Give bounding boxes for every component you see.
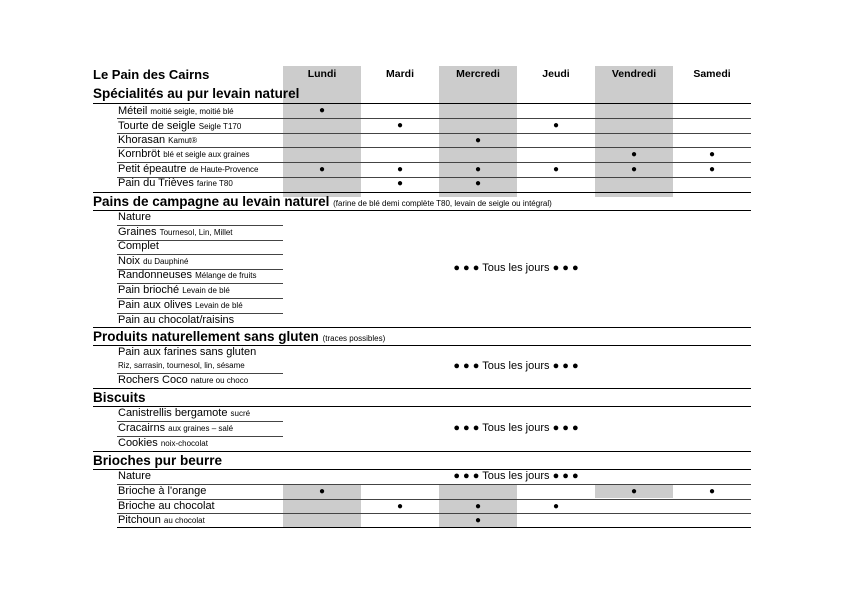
product-canistrellis: Canistrellis bergamote sucré — [118, 407, 251, 419]
product-pain-chocolat-raisins: Pain au chocolat/raisins — [118, 314, 235, 326]
row-line — [117, 162, 751, 163]
product-brioche-chocolat: Brioche au chocolat — [118, 500, 215, 512]
product-cracairns: Cracairns aux graines – salé — [118, 422, 234, 434]
specialites-dot-2-2: ● — [474, 135, 482, 146]
specialites-dot-4-0: ● — [318, 164, 326, 175]
day-vendredi: Vendredi — [611, 68, 657, 80]
brioches-dot-3-2: ● — [474, 515, 482, 526]
product-tourte-seigle: Tourte de seigle Seigle T170 — [118, 120, 242, 132]
brioches-dot-2-3: ● — [552, 501, 560, 512]
product-farines-sans-gluten-detail: Riz, sarrasin, tournesol, lin, sésame — [118, 361, 245, 370]
specialites-dot-4-5: ● — [708, 164, 716, 175]
specialites-dot-3-4: ● — [630, 149, 638, 160]
section-title-sans-gluten: Produits naturellement sans gluten (traces possibles) — [93, 329, 386, 344]
product-petit-epeautre: Petit épeautre de Haute-Provence — [118, 163, 259, 175]
brioches-dot-1-0: ● — [318, 486, 326, 497]
day-samedi: Samedi — [693, 68, 731, 80]
product-rochers-coco: Rochers Coco nature ou choco — [118, 374, 249, 386]
daily-availability-sans-gluten: ● ● ● Tous les jours ● ● ● — [453, 360, 579, 372]
product-pain-olives: Pain aux olives Levain de blé — [118, 299, 243, 311]
product-complet: Complet — [118, 240, 159, 252]
specialites-dot-5-1: ● — [396, 178, 404, 189]
row-line — [117, 147, 751, 148]
daily-availability-brioches: ● ● ● Tous les jours ● ● ● — [453, 470, 579, 482]
divider — [93, 103, 751, 104]
specialites-dot-4-4: ● — [630, 164, 638, 175]
day-lundi: Lundi — [307, 68, 337, 80]
section-title-brioches: Brioches pur beurre — [93, 453, 223, 468]
page-title: Le Pain des Cairns — [93, 67, 210, 82]
product-noix: Noix du Dauphiné — [118, 255, 189, 267]
specialites-dot-3-5: ● — [708, 149, 716, 160]
specialites-dot-4-1: ● — [396, 164, 404, 175]
specialites-dot-4-3: ● — [552, 164, 560, 175]
product-brioche-orange: Brioche à l'orange — [118, 485, 207, 497]
day-mercredi: Mercredi — [456, 68, 500, 80]
daily-availability-biscuits: ● ● ● Tous les jours ● ● ● — [453, 422, 579, 434]
daily-availability-campagne: ● ● ● Tous les jours ● ● ● — [453, 262, 579, 274]
specialites-dot-5-2: ● — [474, 178, 482, 189]
divider — [93, 210, 751, 211]
product-cookies: Cookies noix-chocolat — [118, 437, 208, 449]
day-mardi: Mardi — [385, 68, 414, 80]
divider — [93, 192, 751, 193]
divider — [117, 527, 751, 528]
section-title-specialites: Spécialités au pur levain naturel — [93, 86, 300, 101]
product-farines-sans-gluten: Pain aux farines sans gluten — [118, 346, 257, 358]
specialites-dot-0-0: ● — [318, 105, 326, 116]
product-campagne-nature: Nature — [118, 211, 152, 223]
section-title-campagne: Pains de campagne au levain naturel (farine de blé demi complète T80, levain de seigle ou intégral) — [93, 194, 552, 209]
divider — [93, 469, 751, 470]
row-line — [117, 484, 751, 485]
divider — [93, 451, 751, 452]
divider — [93, 388, 751, 389]
row-line — [117, 513, 751, 514]
product-graines: Graines Tournesol, Lin, Millet — [118, 226, 233, 238]
product-meteil: Méteil moitié seigle, moitié blé — [118, 105, 234, 117]
brioches-dot-2-2: ● — [474, 501, 482, 512]
section-title-biscuits: Biscuits — [93, 390, 146, 405]
row-line — [117, 118, 751, 119]
specialites-dot-1-1: ● — [396, 120, 404, 131]
product-kornbrot: Kornbröt blé et seigle aux graines — [118, 148, 250, 160]
specialites-dot-1-3: ● — [552, 120, 560, 131]
divider — [93, 327, 751, 328]
product-pain-trieves: Pain du Trièves farine T80 — [118, 177, 233, 189]
day-jeudi: Jeudi — [542, 68, 570, 80]
product-randonneuses: Randonneuses Mélange de fruits — [118, 269, 257, 281]
specialites-dot-4-2: ● — [474, 164, 482, 175]
product-brioche-nature: Nature — [118, 470, 152, 482]
brioches-dot-1-5: ● — [708, 486, 716, 497]
product-pitchoun: Pitchoun au chocolat — [118, 514, 205, 526]
row-line — [117, 133, 751, 134]
product-pain-brioche: Pain brioché Levain de blé — [118, 284, 230, 296]
brioches-dot-1-4: ● — [630, 486, 638, 497]
brioches-dot-2-1: ● — [396, 501, 404, 512]
product-khorasan: Khorasan Kamut® — [118, 134, 198, 146]
